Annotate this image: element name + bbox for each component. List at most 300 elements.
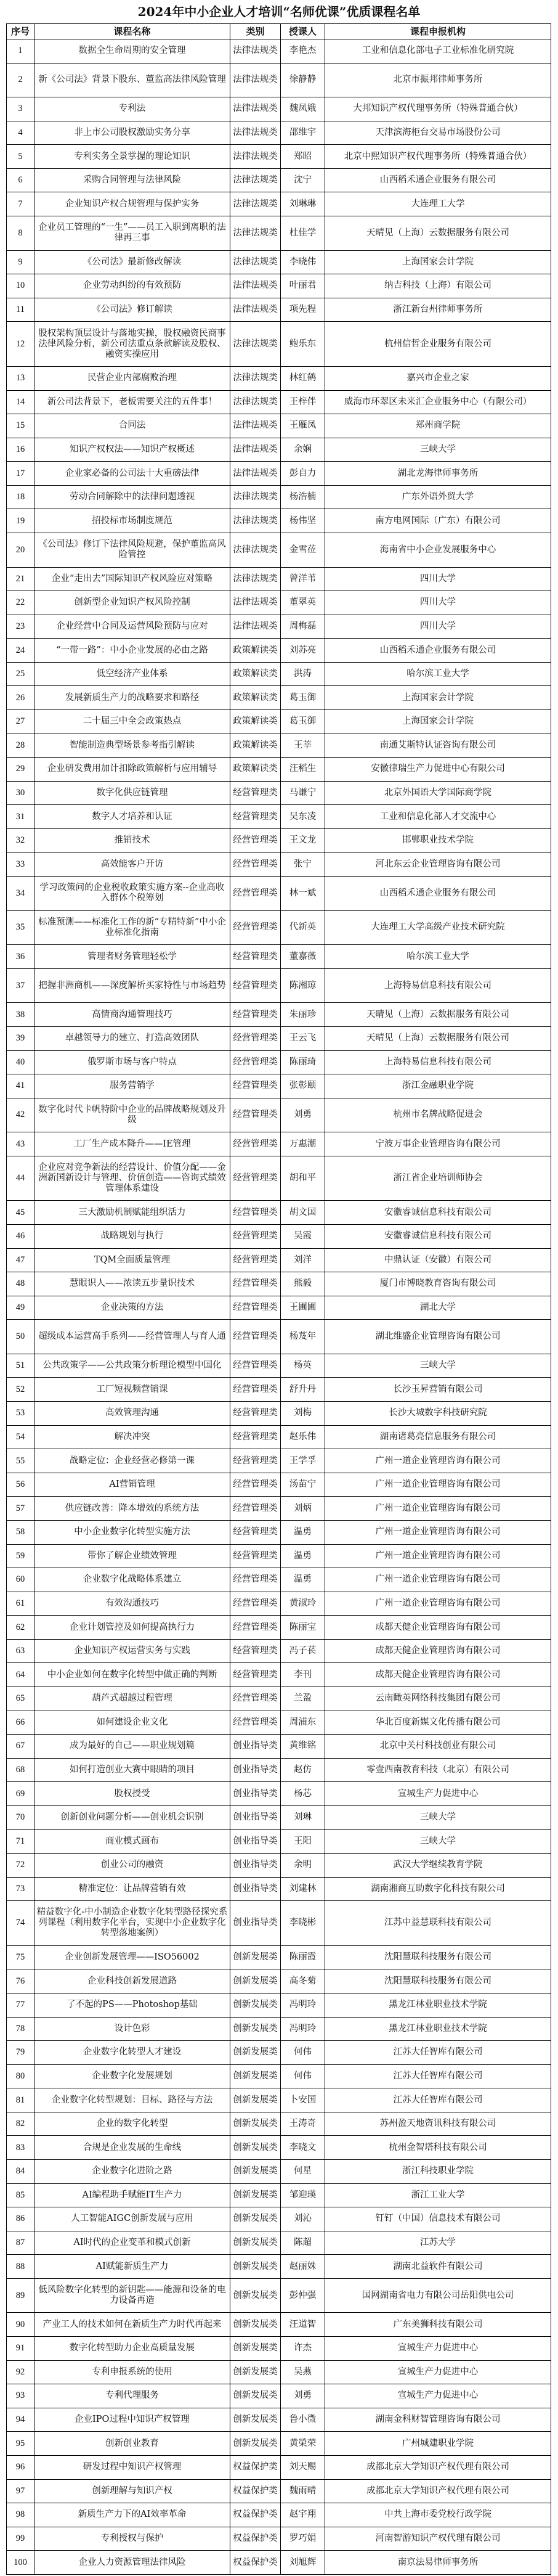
cell-number: 96: [7, 2455, 34, 2479]
cell-course-name: 企业数字化战略体系建立: [34, 1568, 230, 1592]
cell-category: 经营管理类: [230, 1520, 281, 1544]
cell-number: 2: [7, 63, 34, 97]
cell-course-name: 新《公司法》背景下股东、董监高法律风险管理: [34, 63, 230, 97]
table-row: [7, 2337, 551, 2361]
cell-instructor: 余娴: [281, 438, 325, 462]
cell-category: 创新发展类: [230, 2041, 281, 2065]
cell-number: 90: [7, 2313, 34, 2337]
cell-instructor: 杨浩楠: [281, 485, 325, 509]
cell-number: 58: [7, 1520, 34, 1544]
cell-institution: 四川大学: [325, 591, 551, 615]
cell-course-name: 带你了解企业绩效管理: [34, 1544, 230, 1568]
header-instructor: 授课人: [281, 24, 325, 39]
cell-course-name: 新质生产力下的AI效率革命: [34, 2503, 230, 2527]
cell-instructor: 代新英: [281, 910, 325, 945]
cell-instructor: 王莘: [281, 734, 325, 758]
cell-instructor: 周浦东: [281, 1711, 325, 1735]
cell-number: 67: [7, 1735, 34, 1759]
cell-instructor: 张彰颐: [281, 1074, 325, 1098]
cell-institution: 三峡大学: [325, 1805, 551, 1830]
cell-course-name: 把握非洲商机——深度解析买家特性与市场趋势: [34, 968, 230, 1003]
cell-number: 83: [7, 2136, 34, 2160]
cell-course-name: 中小企业如何在数字化转型中做正确的判断: [34, 1663, 230, 1687]
table-row: [7, 2136, 551, 2160]
cell-instructor: 彭仲强: [281, 2278, 325, 2313]
cell-number: 14: [7, 390, 34, 414]
table-header-row: [7, 24, 551, 39]
cell-category: 法律法规类: [230, 216, 281, 251]
cell-institution: 宣城生产力促进中心: [325, 2384, 551, 2408]
cell-category: 创业指导类: [230, 1901, 281, 1946]
cell-number: 29: [7, 758, 34, 782]
table-row: [7, 1901, 551, 1946]
cell-course-name: 高效能客户开访: [34, 853, 230, 877]
cell-category: 创新发展类: [230, 2207, 281, 2231]
cell-institution: 湖南金科财智管理咨询有限公司: [325, 2408, 551, 2432]
table-row: [7, 2384, 551, 2408]
cell-category: 法律法规类: [230, 366, 281, 390]
table-row: [7, 945, 551, 969]
cell-instructor: 李晓彬: [281, 1901, 325, 1946]
cell-institution: 宁波万事企业管理咨询有限公司: [325, 1132, 551, 1156]
table-row: [7, 1568, 551, 1592]
table-row: [7, 2017, 551, 2041]
cell-course-name: 企业IPO过程中知识产权管理: [34, 2408, 230, 2432]
cell-number: 57: [7, 1497, 34, 1521]
cell-number: 91: [7, 2337, 34, 2361]
cell-instructor: 舒升丹: [281, 1378, 325, 1402]
cell-instructor: 马谦宁: [281, 781, 325, 805]
cell-number: 45: [7, 1201, 34, 1225]
cell-category: 创新发展类: [230, 2408, 281, 2432]
table-row: [7, 1805, 551, 1830]
cell-institution: 湖南湘商互助数字化科技有限公司: [325, 1877, 551, 1901]
cell-institution: 大邦知识产权代理事务所（特殊普通合伙）: [325, 97, 551, 121]
cell-course-name: 中小企业数字化转型实施方法: [34, 1520, 230, 1544]
cell-course-name: 公共政策学——公共政策分析理论模型中国化: [34, 1354, 230, 1378]
cell-number: 82: [7, 2112, 34, 2136]
table-row: [7, 2408, 551, 2432]
cell-course-name: 创新理解与知识产权: [34, 2479, 230, 2503]
cell-instructor: 温勇: [281, 1568, 325, 1592]
table-row: [7, 1156, 551, 1201]
cell-course-name: 工厂生产成本降升——IE管理: [34, 1132, 230, 1156]
cell-institution: 河南智游知识产权代理有限公司: [325, 2527, 551, 2551]
cell-number: 88: [7, 2255, 34, 2279]
cell-number: 16: [7, 438, 34, 462]
cell-course-name: 企业应对竞争新法的经营设计、价值分配——金洲新国新设计与管理、价值创造——咨询式绩效管理体系建设: [34, 1156, 230, 1201]
table-row: [7, 438, 551, 462]
table-row: [7, 168, 551, 192]
cell-instructor: 罗巧娟: [281, 2527, 325, 2551]
cell-category: 法律法规类: [230, 298, 281, 322]
cell-instructor: 王阳: [281, 1830, 325, 1854]
table-row: [7, 853, 551, 877]
cell-institution: 哈尔滨工业大学: [325, 945, 551, 969]
cell-instructor: 赵仿: [281, 1758, 325, 1782]
cell-institution: 黑龙江林业职业技术学院: [325, 1993, 551, 2017]
cell-course-name: 专利申报系统的使用: [34, 2360, 230, 2384]
cell-instructor: 洪涛: [281, 662, 325, 686]
table-row: [7, 1758, 551, 1782]
cell-institution: 宣城生产力促进中心: [325, 2360, 551, 2384]
cell-category: 法律法规类: [230, 533, 281, 567]
cell-instructor: 魏雨晴: [281, 2479, 325, 2503]
cell-institution: 安徽睿诚信息科技有限公司: [325, 1201, 551, 1225]
cell-institution: 纳吉科技（上海）有限公司: [325, 274, 551, 298]
cell-course-name: 专利实务全景掌握的理论知识: [34, 145, 230, 169]
cell-category: 经营管理类: [230, 1248, 281, 1272]
table-row: [7, 1449, 551, 1473]
cell-number: 33: [7, 853, 34, 877]
cell-number: 40: [7, 1050, 34, 1074]
cell-number: 41: [7, 1074, 34, 1098]
cell-instructor: 曾洋苇: [281, 567, 325, 591]
cell-instructor: 汪稻生: [281, 758, 325, 782]
cell-institution: 广州一道企业管理咨询有限公司: [325, 1568, 551, 1592]
cell-institution: 杭州市名牌战略促进会: [325, 1098, 551, 1132]
cell-course-name: 数据全生命周期的安全管理: [34, 39, 230, 63]
cell-number: 92: [7, 2360, 34, 2384]
table-row: [7, 39, 551, 63]
cell-instructor: 刘旭辉: [281, 2551, 325, 2575]
cell-course-name: 数字化转型助力企业高质量发展: [34, 2337, 230, 2361]
cell-course-name: AI营销管理: [34, 1473, 230, 1497]
cell-institution: 中共上海市委党校行政学院: [325, 2503, 551, 2527]
cell-number: 32: [7, 828, 34, 853]
cell-course-name: 《公司法》最新修改解读: [34, 250, 230, 274]
cell-course-name: 采购合同管理与法律风险: [34, 168, 230, 192]
cell-institution: 上海国家会计学院: [325, 710, 551, 734]
cell-instructor: 徐静静: [281, 63, 325, 97]
cell-instructor: 郑昭: [281, 145, 325, 169]
cell-institution: 四川大学: [325, 615, 551, 639]
cell-number: 7: [7, 192, 34, 216]
table-row: [7, 366, 551, 390]
cell-course-name: 创新创业问题分析——创业机会识别: [34, 1805, 230, 1830]
cell-course-name: 管理者财务管理轻松学: [34, 945, 230, 969]
cell-category: 经营管理类: [230, 910, 281, 945]
cell-category: 创新发展类: [230, 2384, 281, 2408]
cell-institution: 江苏大任智库有限公司: [325, 2041, 551, 2065]
cell-institution: 江苏大学: [325, 2231, 551, 2255]
table-row: [7, 414, 551, 438]
cell-institution: 广州一道企业管理咨询有限公司: [325, 1520, 551, 1544]
cell-institution: 山西稻禾通企业服务有限公司: [325, 877, 551, 911]
cell-institution: 广州城建职业学院: [325, 2432, 551, 2456]
cell-instructor: 王梓伴: [281, 390, 325, 414]
table-row: [7, 2432, 551, 2456]
cell-category: 经营管理类: [230, 1568, 281, 1592]
cell-number: 50: [7, 1320, 34, 1354]
cell-institution: 天晴见（上海）云数据服务有限公司: [325, 216, 551, 251]
cell-category: 法律法规类: [230, 274, 281, 298]
table-row: [7, 2088, 551, 2112]
cell-number: 72: [7, 1854, 34, 1878]
cell-category: 经营管理类: [230, 1711, 281, 1735]
table-row: [7, 1296, 551, 1320]
cell-category: 经营管理类: [230, 828, 281, 853]
cell-number: 75: [7, 1945, 34, 1969]
cell-number: 80: [7, 2064, 34, 2088]
cell-number: 95: [7, 2432, 34, 2456]
cell-category: 经营管理类: [230, 1026, 281, 1050]
cell-number: 47: [7, 1248, 34, 1272]
cell-instructor: 高冬菊: [281, 1969, 325, 1993]
cell-institution: 浙江科技职业学院: [325, 2159, 551, 2183]
table-row: [7, 1378, 551, 1402]
cell-instructor: 项先程: [281, 298, 325, 322]
cell-category: 创新发展类: [230, 2337, 281, 2361]
table-row: [7, 2207, 551, 2231]
table-row: [7, 1663, 551, 1687]
cell-number: 84: [7, 2159, 34, 2183]
cell-course-name: 智能制造典型场景参考指引解读: [34, 734, 230, 758]
cell-number: 43: [7, 1132, 34, 1156]
table-row: [7, 1473, 551, 1497]
cell-category: 经营管理类: [230, 1225, 281, 1249]
cell-institution: 宣城生产力促进中心: [325, 2337, 551, 2361]
cell-instructor: 冯明玲: [281, 2017, 325, 2041]
cell-course-name: 研发过程中知识产权管理: [34, 2455, 230, 2479]
cell-instructor: 刘炳: [281, 1497, 325, 1521]
cell-institution: 江苏大任智库有限公司: [325, 2064, 551, 2088]
cell-institution: 威海市环翠区未来汇企业服务中心（有限公司）: [325, 390, 551, 414]
cell-number: 44: [7, 1156, 34, 1201]
cell-course-name: 精准定位：让品牌营销有效: [34, 1877, 230, 1901]
cell-institution: 北京市振邦律师事务所: [325, 63, 551, 97]
cell-course-name: 创新创业教育: [34, 2432, 230, 2456]
cell-institution: 浙江金融职业学院: [325, 1074, 551, 1098]
cell-category: 经营管理类: [230, 1592, 281, 1616]
cell-instructor: 彭自力: [281, 462, 325, 486]
cell-number: 9: [7, 250, 34, 274]
cell-category: 政策解读类: [230, 662, 281, 686]
cell-number: 11: [7, 298, 34, 322]
table-row: [7, 758, 551, 782]
cell-course-name: 精益数字化-中小制造企业数字化转型路径探究系列课程（利用数字化平台，实现中小企业数字化转型落地案例）: [34, 1901, 230, 1946]
cell-institution: 广州一道企业管理咨询有限公司: [325, 1473, 551, 1497]
cell-number: 59: [7, 1544, 34, 1568]
course-table: [6, 23, 551, 2575]
cell-institution: 广东美狮科技有限公司: [325, 2313, 551, 2337]
table-row: [7, 805, 551, 829]
cell-category: 经营管理类: [230, 1473, 281, 1497]
cell-category: 创业指导类: [230, 1805, 281, 1830]
cell-number: 97: [7, 2479, 34, 2503]
cell-number: 87: [7, 2231, 34, 2255]
table-row: [7, 686, 551, 710]
cell-category: 经营管理类: [230, 968, 281, 1003]
cell-category: 法律法规类: [230, 462, 281, 486]
cell-number: 51: [7, 1354, 34, 1378]
cell-category: 法律法规类: [230, 145, 281, 169]
cell-number: 30: [7, 781, 34, 805]
cell-course-name: 企业数字化进阶之路: [34, 2159, 230, 2183]
cell-institution: 山西稻禾通企业服务有限公司: [325, 168, 551, 192]
cell-category: 创新发展类: [230, 2136, 281, 2160]
cell-institution: 零壹西南教育科技（北京）有限公司: [325, 1758, 551, 1782]
table-row: [7, 216, 551, 251]
cell-number: 10: [7, 274, 34, 298]
table-row: [7, 1402, 551, 1426]
cell-institution: 成都天健企业管理咨询有限公司: [325, 1639, 551, 1663]
cell-instructor: 余明: [281, 1854, 325, 1878]
table-body: [7, 39, 551, 2575]
cell-category: 法律法规类: [230, 39, 281, 63]
header-category: 类别: [230, 24, 281, 39]
cell-institution: 四川大学: [325, 567, 551, 591]
cell-institution: 浙江新台州律师事务所: [325, 298, 551, 322]
cell-course-name: 超级成本运营高手系列——经营管理人与育人通: [34, 1320, 230, 1354]
cell-category: 经营管理类: [230, 1354, 281, 1378]
cell-category: 经营管理类: [230, 1378, 281, 1402]
cell-category: 政策解读类: [230, 734, 281, 758]
cell-institution: 天晴见（上海）云数据服务有限公司: [325, 1003, 551, 1027]
table-row: [7, 567, 551, 591]
cell-number: 17: [7, 462, 34, 486]
table-row: [7, 1132, 551, 1156]
table-row: [7, 2183, 551, 2207]
cell-instructor: 卜安国: [281, 2088, 325, 2112]
cell-course-name: 股权授受: [34, 1782, 230, 1806]
table-row: [7, 1854, 551, 1878]
cell-instructor: 杨伟坚: [281, 509, 325, 533]
cell-instructor: 赵宇翔: [281, 2503, 325, 2527]
cell-category: 经营管理类: [230, 877, 281, 911]
table-row: [7, 274, 551, 298]
cell-course-name: 葫芦式超越过程管理: [34, 1687, 230, 1711]
cell-category: 法律法规类: [230, 615, 281, 639]
table-row: [7, 2360, 551, 2384]
header-course-name: 课程名称: [34, 24, 230, 39]
table-row: [7, 662, 551, 686]
cell-instructor: 邵维宇: [281, 121, 325, 145]
cell-course-name: 慧眼识人——浓读五步量识技术: [34, 1272, 230, 1296]
cell-category: 政策解读类: [230, 758, 281, 782]
cell-number: 28: [7, 734, 34, 758]
table-row: [7, 1225, 551, 1249]
table-row: [7, 1354, 551, 1378]
cell-course-name: 创新型企业知识产权风险控制: [34, 591, 230, 615]
cell-category: 经营管理类: [230, 1050, 281, 1074]
table-row: [7, 1248, 551, 1272]
cell-course-name: 企业研发费用加计扣除政策解析与应用辅导: [34, 758, 230, 782]
cell-number: 38: [7, 1003, 34, 1027]
cell-institution: 成都天健企业管理咨询有限公司: [325, 1616, 551, 1640]
cell-number: 56: [7, 1473, 34, 1497]
cell-category: 法律法规类: [230, 250, 281, 274]
cell-category: 经营管理类: [230, 1663, 281, 1687]
cell-course-name: 了不起的PS——Photoshop基础: [34, 1993, 230, 2017]
cell-course-name: 企业人力资源管理法律风险: [34, 2551, 230, 2575]
cell-instructor: 刘苏亮: [281, 639, 325, 663]
cell-institution: 安徽律瑞生产力促进中心有限公司: [325, 758, 551, 782]
cell-instructor: 何伟: [281, 2041, 325, 2065]
table-row: [7, 1616, 551, 1640]
cell-number: 64: [7, 1663, 34, 1687]
table-row: [7, 1425, 551, 1449]
cell-instructor: 冯子苌: [281, 1639, 325, 1663]
cell-course-name: 专利代理服务: [34, 2384, 230, 2408]
cell-number: 8: [7, 216, 34, 251]
cell-institution: 北京中熙知识产权代理事务所（特殊普通合伙）: [325, 145, 551, 169]
cell-instructor: 刘梅: [281, 1402, 325, 1426]
cell-instructor: 陈湘琼: [281, 968, 325, 1003]
cell-course-name: 高效管理沟通: [34, 1402, 230, 1426]
cell-institution: 杭州信哲企业服务有限公司: [325, 322, 551, 367]
cell-course-name: 服务营销学: [34, 1074, 230, 1098]
cell-number: 53: [7, 1402, 34, 1426]
cell-course-name: 成为最好的自己——职业规划篇: [34, 1735, 230, 1759]
cell-course-name: 低空经济产业体系: [34, 662, 230, 686]
cell-category: 创业指导类: [230, 1877, 281, 1901]
cell-instructor: 刘洋: [281, 1248, 325, 1272]
cell-institution: 国网湖南省电力有限公司岳阳供电公司: [325, 2278, 551, 2313]
table-row: [7, 1544, 551, 1568]
cell-instructor: 陈丽琦: [281, 1050, 325, 1074]
cell-course-name: 《公司法》修订解读: [34, 298, 230, 322]
cell-course-name: 解决冲突: [34, 1425, 230, 1449]
cell-course-name: 企业数字化转型人才建设: [34, 2041, 230, 2065]
cell-category: 经营管理类: [230, 1132, 281, 1156]
cell-number: 23: [7, 615, 34, 639]
cell-category: 经营管理类: [230, 1074, 281, 1098]
cell-instructor: 胡文国: [281, 1201, 325, 1225]
cell-institution: 大连理工大学高级产业技术研究院: [325, 910, 551, 945]
cell-institution: 天津滨海柜台交易市场股份公司: [325, 121, 551, 145]
cell-number: 49: [7, 1296, 34, 1320]
cell-number: 86: [7, 2207, 34, 2231]
cell-number: 79: [7, 2041, 34, 2065]
cell-institution: 南京法易律师事务所: [325, 2551, 551, 2575]
cell-course-name: 合规是企业发展的生命线: [34, 2136, 230, 2160]
cell-category: 创新发展类: [230, 1969, 281, 1993]
cell-instructor: 沈宁: [281, 168, 325, 192]
cell-institution: 上海国家会计学院: [325, 686, 551, 710]
cell-number: 12: [7, 322, 34, 367]
cell-number: 27: [7, 710, 34, 734]
table-row: [7, 192, 551, 216]
cell-category: 法律法规类: [230, 438, 281, 462]
cell-number: 55: [7, 1449, 34, 1473]
cell-institution: 郑州商学院: [325, 414, 551, 438]
cell-category: 经营管理类: [230, 1201, 281, 1225]
cell-instructor: 黄维铭: [281, 1735, 325, 1759]
cell-category: 经营管理类: [230, 1497, 281, 1521]
cell-institution: 华北百度新媒文化传播有限公司: [325, 1711, 551, 1735]
cell-course-name: 有效沟通技巧: [34, 1592, 230, 1616]
cell-course-name: 民营企业内部腐败治理: [34, 366, 230, 390]
cell-institution: 钉钉（中国）信息技术有限公司: [325, 2207, 551, 2231]
cell-course-name: 数字人才培养和认证: [34, 805, 230, 829]
cell-category: 创新发展类: [230, 1993, 281, 2017]
cell-institution: 浙江工业大学: [325, 2183, 551, 2207]
cell-category: 经营管理类: [230, 945, 281, 969]
cell-category: 法律法规类: [230, 414, 281, 438]
table-row: [7, 828, 551, 853]
cell-institution: 广州一道企业管理咨询有限公司: [325, 1592, 551, 1616]
cell-number: 15: [7, 414, 34, 438]
cell-category: 经营管理类: [230, 781, 281, 805]
cell-course-name: 企业经营中合同及运营风险预防与应对: [34, 615, 230, 639]
cell-course-name: 数字化供应链管理: [34, 781, 230, 805]
cell-category: 法律法规类: [230, 63, 281, 97]
table-row: [7, 910, 551, 945]
cell-course-name: 商业模式画布: [34, 1830, 230, 1854]
cell-instructor: 王云飞: [281, 1026, 325, 1050]
cell-number: 93: [7, 2384, 34, 2408]
